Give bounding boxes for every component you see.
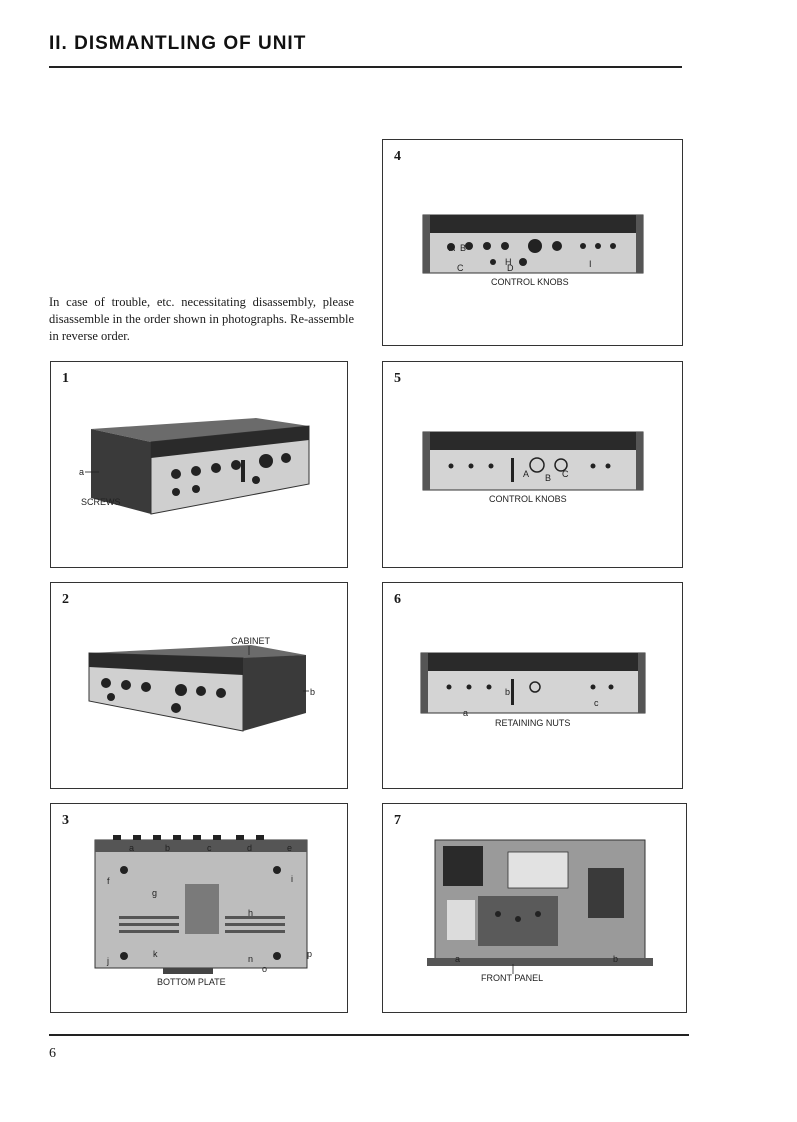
receiver-front-photo-5 <box>383 362 682 567</box>
label-g: g <box>152 888 158 898</box>
bottom-plate-photo <box>51 804 347 1012</box>
label-h: h <box>248 908 254 918</box>
photo-panel-7 <box>382 803 687 1013</box>
label-c: C <box>562 469 569 479</box>
receiver-cabinet-photo <box>51 583 347 788</box>
label-c: c <box>207 843 212 853</box>
label-b: b <box>505 687 511 697</box>
label-c: c <box>594 698 599 708</box>
label-a: A <box>523 469 530 479</box>
label-b: b <box>165 843 171 853</box>
label-b: b <box>613 954 619 964</box>
panel-number: 4 <box>394 149 401 164</box>
caption-retaining-nuts: RETAINING NUTS <box>495 718 571 728</box>
receiver-angled-photo <box>51 362 347 567</box>
caption-control-knobs: CONTROL KNOBS <box>489 494 567 504</box>
panel-number: 6 <box>394 592 401 607</box>
label-a: a <box>455 954 461 964</box>
header-rule <box>49 66 682 68</box>
page-number: 6 <box>49 1046 56 1061</box>
label-e: e <box>287 843 293 853</box>
photo-panel-2 <box>50 582 348 789</box>
label-a: a <box>463 708 469 718</box>
photo-panel-6 <box>382 582 683 789</box>
label-j: j <box>107 956 109 966</box>
label-o: o <box>262 964 268 974</box>
panel-number: 5 <box>394 371 401 386</box>
photo-panel-3 <box>50 803 348 1013</box>
panel-number: 7 <box>394 813 401 828</box>
caption-bottom-plate: BOTTOM PLATE <box>157 977 226 987</box>
footer-rule <box>49 1034 689 1036</box>
caption-front-panel: FRONT PANEL <box>481 973 544 983</box>
label-p: p <box>307 949 313 959</box>
receiver-front-photo-4 <box>383 140 682 345</box>
label-b: B <box>460 243 467 253</box>
receiver-front-photo-6 <box>383 583 682 788</box>
label-i: I <box>589 259 592 269</box>
label-b: B <box>545 473 552 483</box>
label-k: k <box>153 949 158 959</box>
caption-control-knobs: CONTROL KNOBS <box>491 277 569 287</box>
photo-panel-5 <box>382 361 683 568</box>
label-cabinet: CABINET <box>231 636 271 646</box>
chassis-interior-photo <box>383 804 686 1012</box>
label-c: C <box>457 263 464 273</box>
label-d: D <box>507 263 514 273</box>
panel-number: 3 <box>62 813 69 828</box>
photo-panel-4 <box>382 139 683 346</box>
label-b: b <box>310 687 316 697</box>
photo-panel-1 <box>50 361 348 568</box>
label-a: A <box>449 243 456 253</box>
page-title: II. DISMANTLING OF UNIT <box>49 33 307 54</box>
label-n: n <box>248 954 254 964</box>
label-screws: SCREWS <box>81 497 121 507</box>
label-h: H <box>505 257 512 267</box>
label-i: i <box>291 874 293 884</box>
label-a: a <box>129 843 135 853</box>
intro-paragraph: In case of trouble, etc. necessitating disassembly, please disassemble in the order shown in photographs. Re-assemble in reverse order. <box>49 295 354 343</box>
label-d: d <box>247 843 253 853</box>
label-f: f <box>107 876 110 886</box>
panel-number: 2 <box>62 592 69 607</box>
label-a: a <box>79 467 85 477</box>
panel-number: 1 <box>62 371 69 386</box>
